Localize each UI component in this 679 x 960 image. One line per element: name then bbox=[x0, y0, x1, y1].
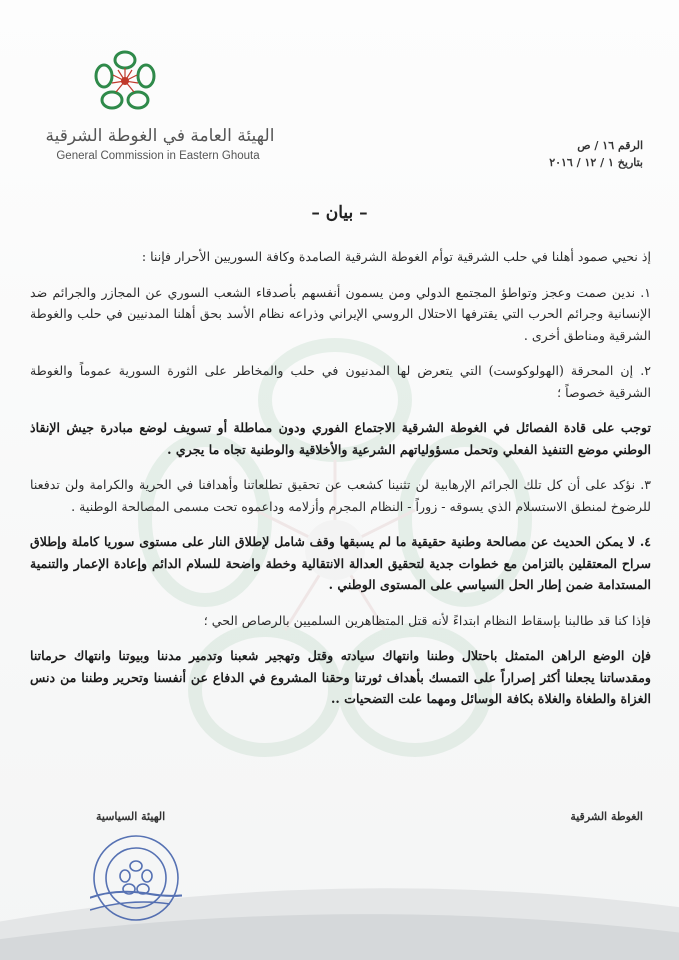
org-name-english: General Commission in Eastern Ghouta bbox=[56, 150, 260, 162]
signature-location: الغوطة الشرقية bbox=[570, 810, 643, 823]
paragraph-1: ١. ندين صمت وعجز وتواطؤ المجتمع الدولي ومن يسمون أنفسهم بأصدقاء الشعب السوري عن المجازر والجرائم ضد الإنسانية وجرائم الحرب التي يقترفها الاحتلال الروسي الإيراني وذراعه نظام الأسد بحق أهلنا المدنيين في حلب والغوطة الشرقية ومناطق أخرى . bbox=[30, 284, 651, 343]
org-name-arabic: الهيئة العامة في الغوطة الشرقية bbox=[45, 126, 275, 146]
paragraph-3: ٣. نؤكد على أن كل تلك الجرائم الإرهابية لن تثنينا كشعب عن تحقيق تطلعاتنا وأهدافنا في الحرية والكرامة ولن تدفعنا للرضوخ لمنطق الاستسلام الذي يسوقه - زوراً - النظام المجرم وأزلامه وداعموه تحت مسمى المصالحة الوطنية . bbox=[30, 477, 651, 514]
org-logo-icon bbox=[92, 48, 158, 114]
paragraph-5: فإذا كنا قد طالبنا بإسقاط النظام ابتداءً لأنه قتل المتظاهرين السلميين بالرصاص الحي ؛ bbox=[203, 612, 651, 628]
ref-number: الرقم ١٦ / ص bbox=[577, 139, 643, 152]
paragraph-intro: إذ نحيي صمود أهلنا في حلب الشرقية توأم الغوطة الشرقية الصامدة وكافة السوريين الأحرار فإننا : bbox=[141, 249, 651, 264]
paragraph-conclusion: فإن الوضع الراهن المتمثل باحتلال وطننا وانتهاك سيادته وقتل وتهجير شعبنا وتدمير مدننا وبيوتنا وانتهاك حرماتنا ومقدساتنا يجعلنا أكثر إصراراً على التمسك بأهداف ثورتنا وحقنا المشروع في الدفاع عن أنفسنا وتحرير وطننا من دنس الغزاة والطغاة والغلاة بكافة الوسائل ومهما علت التضحيات .. bbox=[30, 648, 651, 706]
paragraph-4: ٤. لا يمكن الحديث عن مصالحة وطنية حقيقية ما لم يسبقها وقف شامل لإطلاق النار على مستوى سوريا كاملة وإطلاق سراح المعتقلين بالتزامن مع خطوات جدية لتحقيق العدالة الانتقالية وخطة واضحة للسلام الدائم وإعادة الإعمار والتنمية المستدامة ضمن إطار الحل السياسي على المستوى الوطني . bbox=[30, 534, 651, 592]
statement-title: – بيان – bbox=[311, 203, 368, 223]
signature-political-body: الهيئة السياسية bbox=[96, 810, 166, 823]
statement-body bbox=[30, 246, 651, 724]
official-stamp-icon bbox=[90, 832, 182, 924]
reference-block bbox=[549, 137, 643, 171]
paragraph-2-demand: توجب على قادة الفصائل في الغوطة الشرقية الاجتماع الفوري ودون مماطلة أو تسويف لوضع مبادرة جيش الإنقاذ الوطني موضع التنفيذ الفعلي وتحمل مسؤولياتهم الشرعية والأخلاقية والوطنية تجاه ما يجري . bbox=[30, 420, 651, 457]
paragraph-2: ٢. إن المحرقة (الهولوكوست) التي يتعرض لها المدنيون في حلب والمخاطر على الثورة السورية عموماً والغوطة الشرقية خصوصاً ؛ bbox=[30, 363, 651, 400]
ref-date: بتاريخ ١ / ١٢ / ٢٠١٦ bbox=[549, 156, 643, 169]
